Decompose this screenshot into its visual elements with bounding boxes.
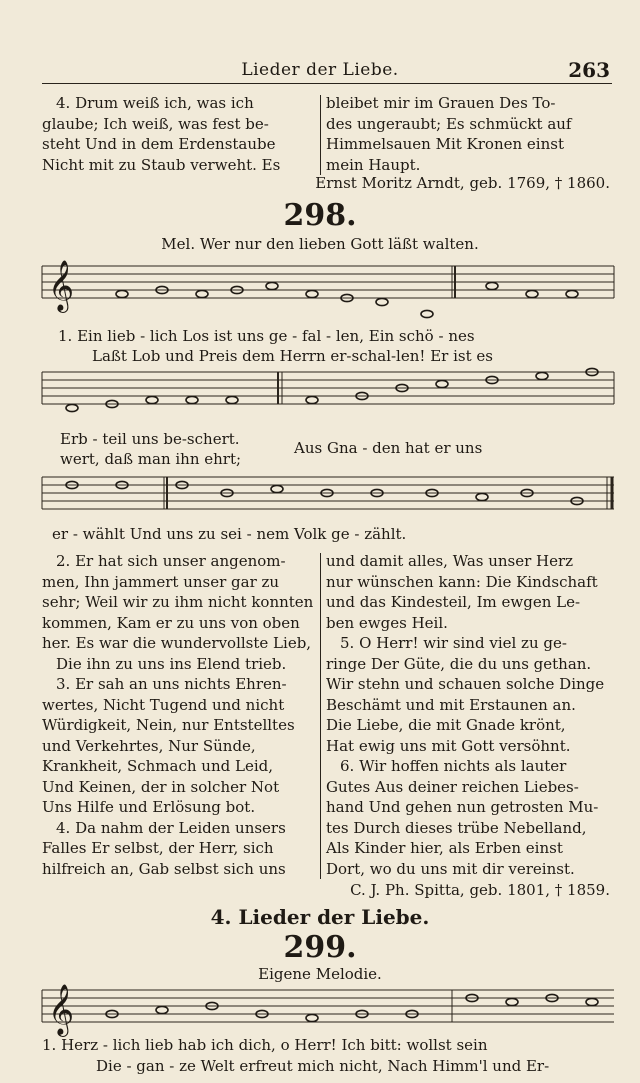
text-line: men, Ihn jammert unser gar zu <box>42 572 280 591</box>
text-line: her. Es war die wundervollste Lieb, <box>42 634 312 652</box>
text-line: Falles Er selbst, der Herr, sich <box>42 839 274 857</box>
prev-stanza-right <box>326 93 616 175</box>
column-divider <box>320 553 321 879</box>
hymn298-author: C. J. Ph. Spitta, geb. 1801, † 1859. <box>350 881 610 899</box>
prev-author: Ernst Moritz Arndt, geb. 1769, † 1860. <box>315 174 610 192</box>
notes <box>116 282 578 317</box>
text-line: 5. O Herr! wir sind viel zu ge- <box>340 634 567 652</box>
stanzas-right <box>326 551 616 879</box>
text-line: 4. Da nahm der Leiden unsers <box>56 818 286 837</box>
treble-clef-icon: 𝄞 <box>48 260 75 311</box>
section-heading: 4. Lieder der Liebe. <box>210 905 430 929</box>
text-line: Und Keinen, der in solcher Not <box>42 777 280 796</box>
text-line: nur wünschen kann: Die Kindschaft <box>326 572 598 591</box>
lyric-line: 1. Herz - lich lieb hab ich dich, o Herr! Ich bitt: wollst sein <box>42 1036 488 1054</box>
music-staff-1 <box>42 260 614 326</box>
text-line: Krankheit, Schmach und Leid, <box>42 757 273 775</box>
staff-lines <box>42 372 614 404</box>
text-line: ben ewges Heil. <box>326 613 448 632</box>
text-line: kommen, Kam er zu uns von oben <box>42 613 300 632</box>
text-line: 3. Er sah an uns nichts Ehren- <box>56 675 287 693</box>
text-line: sehr; Weil wir zu ihm nicht konnten <box>42 593 314 611</box>
running-title: Lieder der Liebe. <box>241 60 399 80</box>
text-line: 4. Drum weiß ich, was ich <box>56 94 254 112</box>
treble-clef-icon: 𝄞 <box>48 984 75 1035</box>
melody-note-299: Eigene Melodie. <box>258 965 382 983</box>
text-line: und das Kindesteil, Im ewgen Le- <box>326 593 581 611</box>
lyric-line: 1. Ein lieb - lich Los ist uns ge - fal - len, Ein schö - nes <box>58 327 475 345</box>
text-line: wertes, Nicht Tugend und nicht <box>42 695 285 714</box>
text-line: des ungeraubt; Es schmückt auf <box>326 114 572 133</box>
text-line: Gutes Aus deiner reichen Liebes- <box>326 777 579 796</box>
text-line: tes Durch dieses trübe Nebelland, <box>326 818 587 837</box>
staff-lines <box>42 990 614 1022</box>
lyric-line: Aus Gna - den hat er uns <box>294 439 483 457</box>
text-line: bleibet mir im Grauen Des To- <box>326 94 556 112</box>
text-line: ringe Der Güte, die du uns gethan. <box>326 654 592 673</box>
text-line: Hat ewig uns mit Gott versöhnt. <box>326 736 571 755</box>
text-line: Uns Hilfe und Erlösung bot. <box>42 798 256 816</box>
text-line: hilfreich an, Gab selbst sich uns <box>42 859 286 878</box>
text-line: Die Liebe, die mit Gnade krönt, <box>326 716 566 734</box>
header-rule <box>42 83 612 84</box>
hymn-number-298: 298. <box>283 198 357 233</box>
text-line: Himmelsauen Mit Kronen einst <box>326 135 564 153</box>
text-line: 2. Er hat sich unser angenom- <box>56 552 286 570</box>
text-line: und damit alles, Was unser Herz <box>326 552 574 570</box>
music-staff-2 <box>42 372 614 422</box>
lyric-line: Laßt Lob und Preis dem Herrn er-schal-len! Er ist es <box>92 347 493 365</box>
text-line: Nicht mit zu Staub verweht. Es <box>42 155 281 174</box>
notes <box>66 368 598 411</box>
music-staff-4 <box>42 984 614 1035</box>
text-line: Würdigkeit, Nein, nur Entstelltes <box>42 716 295 734</box>
lyric-line: wert, daß man ihn ehrt; <box>60 450 242 468</box>
stanzas-left <box>42 551 316 879</box>
text-line: 6. Wir hoffen nichts als lauter <box>340 757 567 775</box>
text-line: Die ihn zu uns ins Elend trieb. <box>56 654 287 673</box>
melody-note-298: Mel. Wer nur den lieben Gott läßt walten. <box>161 235 479 253</box>
text-line: Als Kinder hier, als Erben einst <box>326 839 563 857</box>
lyric-line: Die - gan - ze Welt erfreut mich nicht, Nach Himm'l und Er- <box>96 1057 550 1075</box>
text-line: Dort, wo du uns mit dir vereinst. <box>326 859 575 878</box>
text-line: steht Und in dem Erdenstaube <box>42 135 276 153</box>
text-line: Wir stehn und schauen solche Dinge <box>326 675 605 693</box>
lyric-line: Erb - teil uns be-schert. <box>60 430 240 448</box>
text-line: glaube; Ich weiß, was fest be- <box>42 114 269 133</box>
lyric-line: er - wählt Und uns zu sei - nem Volk ge - zählt. <box>52 525 407 543</box>
column-divider <box>320 95 321 175</box>
prev-stanza-left <box>42 93 316 175</box>
music-staff-3 <box>42 477 614 517</box>
text-line: mein Haupt. <box>326 155 421 174</box>
page-number: 263 <box>568 58 610 82</box>
hymn-number-299: 299. <box>283 930 357 965</box>
staff-lines <box>42 477 614 509</box>
text-line: und Verkehrtes, Nur Sünde, <box>42 736 256 755</box>
text-line: Beschämt und mit Erstaunen an. <box>326 695 576 714</box>
text-line: hand Und gehen nun getrosten Mu- <box>326 798 599 816</box>
